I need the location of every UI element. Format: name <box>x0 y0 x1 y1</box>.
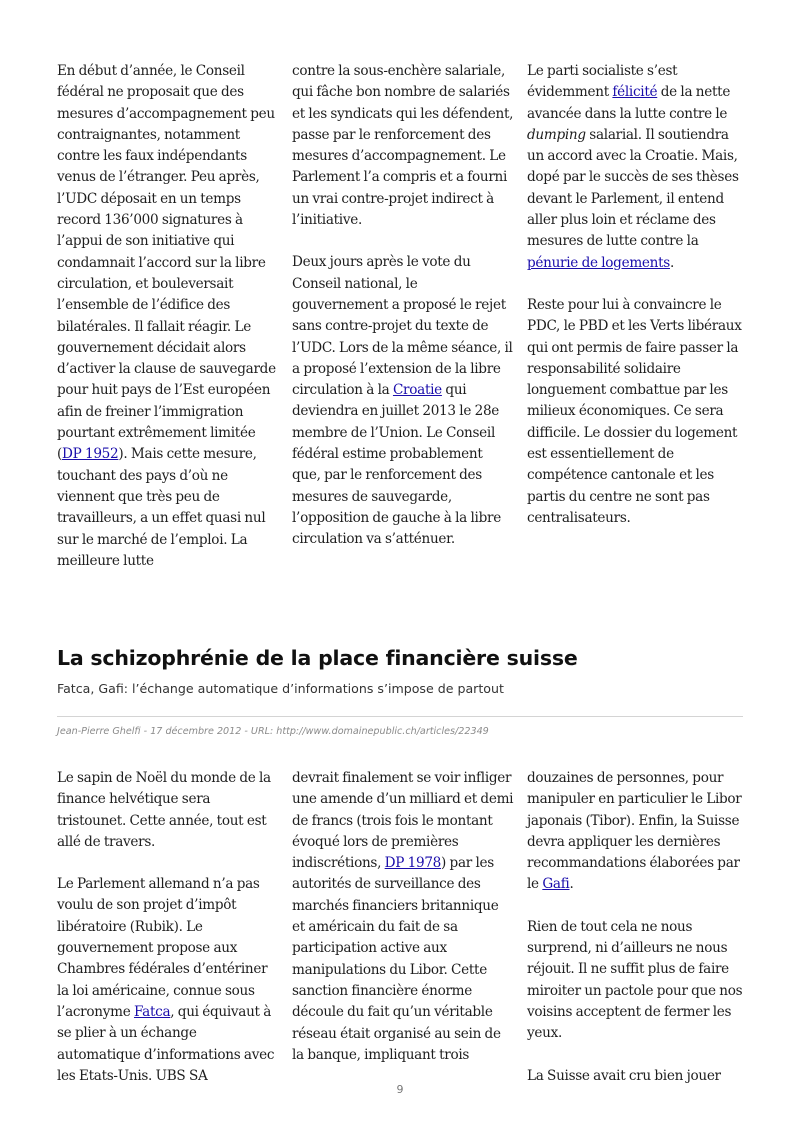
link-felicite[interactable]: félicité <box>612 84 658 101</box>
paragraph: devrait finalement se voir infliger une amende d’un milliard et demi de francs (trois fois le montant évoqué lors de premières indiscrétions, DP 1978) par les autorités de surveillance des marchés financiers britannique et américain du fait de sa participation active aux manipulations du Libor. Cette sanction financière énorme découle du fait qu’un véritable réseau était organisé au sein de la banque, impliquant trois <box>292 770 514 1063</box>
link-dp-1978[interactable]: DP 1978 <box>384 855 442 872</box>
article-title: La schizophrénie de la place financière suisse <box>57 646 578 670</box>
paragraph: contre la sous-enchère salariale, qui fâche bon nombre de salariés et les syndicats qui les défendent, passe par le renforcement des mesures d’accompagnement. Le Parlement l’a compris et a fourni un vrai contre-projet indirect à l’initiative. <box>292 63 514 229</box>
article1-column-1 <box>57 61 279 593</box>
paragraph: douzaines de personnes, pour manipuler en particulier le Libor japonais (Tibor). Enfin, la Suisse devra appliquer les dernières recommandations élaborées par le Gafi. <box>527 770 742 893</box>
page-number: 9 <box>396 1083 404 1096</box>
paragraph: La Suisse avait cru bien jouer <box>527 1067 721 1084</box>
paragraph: Rien de tout cela ne nous surprend, ni d’ailleurs ne nous réjouit. Il ne suffit plus de faire miroiter un pactole pour que nos voisins acceptent de fermer les yeux. <box>527 918 743 1042</box>
link-gafi[interactable]: Gafi <box>542 876 570 893</box>
link-dp-1952[interactable]: DP 1952 <box>62 446 119 463</box>
link-croatie[interactable]: Croatie <box>392 382 442 399</box>
article2-column-1 <box>57 768 279 1108</box>
link-fatca[interactable]: Fatca <box>133 1003 171 1020</box>
article-meta: Jean-Pierre Ghelfi - 17 décembre 2012 - URL: http://www.domainepublic.ch/articles/22349 <box>57 726 489 737</box>
paragraph: Reste pour lui à convaincre le PDC, le PBD et les Verts libéraux qui ont permis de faire passer la responsabilité solidaire longuement combattue par les milieux économiques. Ce sera difficile. Le dossier du logement est essentiellement de compétence cantonale et les partis du centre ne sont pas centralisateurs. <box>527 296 742 526</box>
divider <box>57 716 743 717</box>
article-subtitle: Fatca, Gafi: l’échange automatique d’informations s’impose de partout <box>57 681 504 696</box>
paragraph: Deux jours après le vote du Conseil national, le gouvernement a proposé le rejet sans contre-projet du texte de l’UDC. Lors de la même séance, il a proposé l’extension de la libre circulation à la Croatie qui deviendra en juillet 2013 le 28e membre de l’Union. Le Conseil fédéral estime probablement que, par le renforcement des mesures de sauvegarde, l’opposition de gauche à la libre circulation va s’atténuer. <box>292 254 513 548</box>
article2-column-3 <box>527 768 749 1108</box>
paragraph: Le Parlement allemand n’a pas voulu de son projet d’impôt libératoire (Rubik). Le gouvernement propose aux Chambres fédérales d’entériner la loi américaine, connue sous l’acronyme Fatca, qui équivaut à se plier à un échange automatique d’informations avec les Etats-Unis. UBS SA <box>57 876 275 1084</box>
article1-column-2 <box>292 61 514 572</box>
article2-column-2 <box>292 768 514 1087</box>
paragraph: Le sapin de Noël du monde de la finance helvétique sera tristounet. Cette année, tout est allé de travers. <box>57 770 271 850</box>
paragraph: En début d’année, le Conseil fédéral ne proposait que des mesures d’accompagnement peu contraignantes, notamment contre les faux indépendants venus de l’étranger. Peu après, l’UDC déposait en un temps record 136’000 signatures à l’appui de son initiative qui condamnait l’accord sur la libre circulation, et bouleversait l’ensemble de l’édifice des bilatérales. Il fallait réagir. Le gouvernement décidait alors d’activer la clause de sauvegarde pour huit pays de l’Est européen afin de freiner l’immigration pourtant extrêmement limitée (DP 1952). Mais cette mesure, touchant des pays d’où ne viennent que très peu de travailleurs, a un effet quasi nul sur le marché de l’emploi. La meilleure lutte <box>57 63 276 569</box>
paragraph: Le parti socialiste s’est évidemment félicité de la nette avancée dans la lutte contre le dumping salarial. Il soutiendra un accord avec la Croatie. Mais, dopé par le succès de ses thèses devant le Parlement, il entend aller plus loin et réclame des mesures de lutte contre la pénurie de logements. <box>527 63 739 271</box>
article1-column-3 <box>527 61 749 550</box>
link-penurie-de-logements[interactable]: pénurie de logements <box>527 254 670 271</box>
